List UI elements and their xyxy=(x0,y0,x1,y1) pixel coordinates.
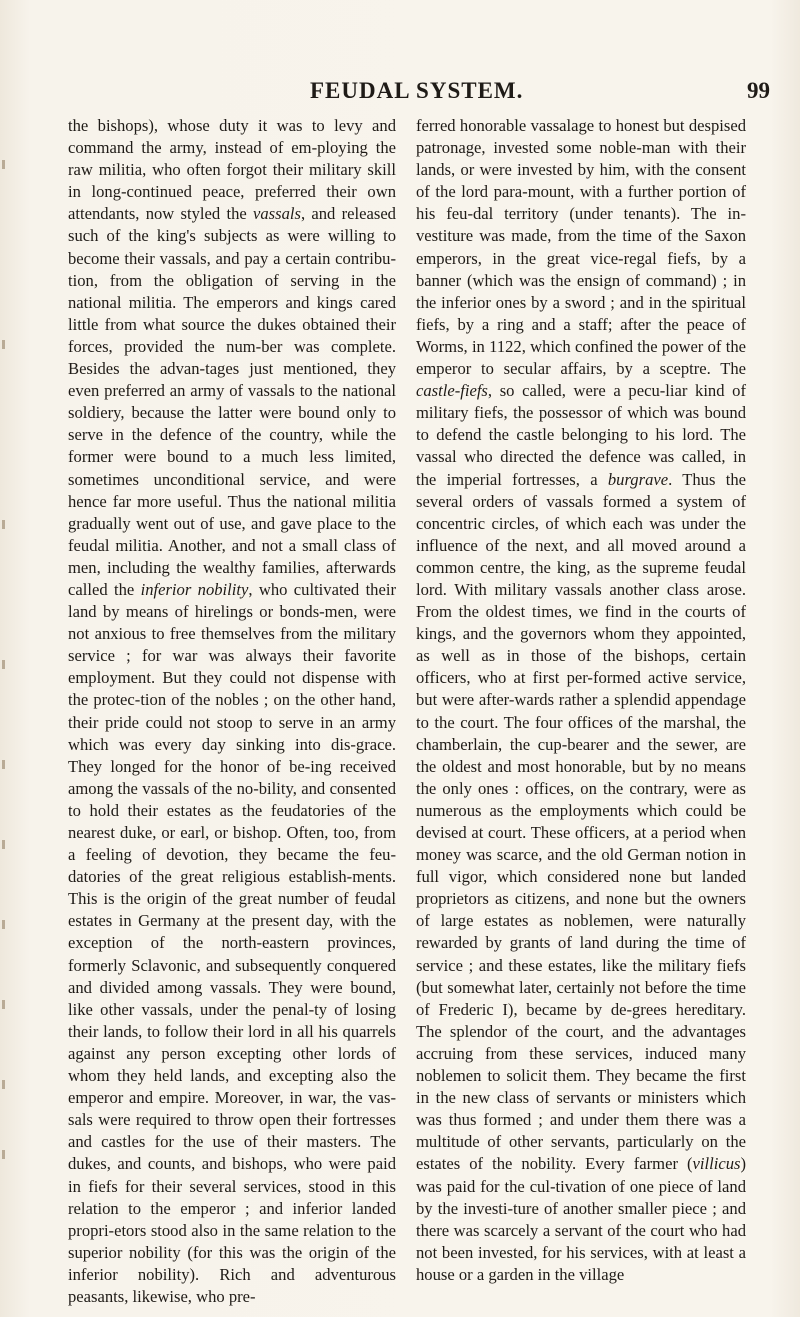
left-column-paragraph xyxy=(68,115,396,1308)
right-text-column xyxy=(416,115,746,1285)
right-italic-term-castle-fiefs: castle-fiefs xyxy=(416,381,488,401)
binding-edge-marks xyxy=(0,140,14,1240)
left-italic-term-inferior-nobility: inferior nobility xyxy=(140,579,249,599)
right-column-paragraph xyxy=(416,115,746,1286)
right-text-segment-3: . Thus the several orders of vassals formed a system of concentric circles, of which each was under the influence of the next, and all moved around a common centre, the king, as the supreme feudal lord. With military vassals another class arose. From the oldest times, we find in the courts of kings, and the governors whom they appointed, as well as in those of the bishops, certain officers, who at first per-formed active service, but were after-wards rather a splendid appendage to the court. The four offices of the marshal, the chamberlain, the cup-bearer and the sewer, are the oldest and most honorable, but by no means the only ones : offices, on the contrary, were as numerous as the employments which could be devised at court. These officers, at a period when money was scarce, and the old German notion in full vigor, which considered none but landed proprietors as citizens, and none but the owners of large estates as noblemen, were naturally rewarded by grants of land during the time of service ; and these estates, like the military fiefs (but somewhat later, certainly not before the time of Frederic I), became by de-grees hereditary. The splendor of the court, and the advantages accruing from these services, induced many noblemen to solicit them. They became the first in the new class of servants or ministers which was thus formed ; and under them there was a multitude of other servants, particularly on the estates of the nobility. Every farmer ( xyxy=(416,469,747,1174)
left-italic-term-vassals: vassals xyxy=(253,204,301,224)
running-title: FEUDAL SYSTEM. xyxy=(310,78,524,103)
page-number: 99 xyxy=(747,78,770,103)
left-text-segment-3: , who cultivated their land by means of hirelings or bonds-men, were not anxious to free themselves from the military service ; for war was always their favorite employment. But they could not dispense with the protec-tion of the nobles ; on the other hand, their pride could not stoop to serve in an army which was every day sinking into dis-grace. They longed for the honor of be-ing received among the vassals of the no-bility, and consented to hold their estates as the feudatories of the nearest duke, or earl, or bishop. Often, too, from a feeling of devotion, they became the feu-datories of the great religious establish-ments. This is the origin of the great number of feudal estates in Germany at the present day, with the exception of the north-eastern provinces, formerly Sclavonic, and subsequently conquered and divided among vassals. They were bound, like other vassals, under the penal-ty of losing their lands, to follow their lord in all his quarrels against any person excepting other lords of whom they held lands, and excepting also the emperor and empire. Moreover, in war, the vas-sals were required to throw open their fortresses and castles for the use of their masters. The dukes, and counts, and bishops, who were paid in fiefs for their several services, stood in this relation to the emperor ; and inferior landed propri-etors stood also in the same relation to the superior nobility (for this was the origin of the inferior nobility). Rich and adventurous peasants, likewise, who pre- xyxy=(68,579,396,1306)
left-text-column xyxy=(68,115,396,1306)
right-italic-term-burgrave: burgrave xyxy=(607,469,669,489)
right-text-segment-2: , so called, were a pecu-liar kind of military fiefs, the possessor of which was bound to defend the castle belonging to his lord. The vassal who directed the defence was called, in the imperial fortresses, a xyxy=(416,381,746,489)
right-text-segment-1: ferred honorable vassalage to honest but despised patronage, invested some noble-man with their lands, or were invested by him, with the consent of the lord para-mount, with a further portion of his feu-dal territory (under tenants). The in-vestiture was made, from the time of the Saxon emperors, in the great vice-regal fiefs, by a banner (which was the ensign of command) ; in the inferior ones by a sword ; and in the spiritual fiefs, by a ring and a staff; after the peace of Worms, in 1122, which confined the power of the emperor to secular affairs, by a sceptre. The xyxy=(416,116,746,379)
left-text-segment-1: the bishops), whose duty it was to levy and command the army, instead of em-ploying the raw militia, who often forgot their military skill in long-continued peace, preferred their own attendants, now styled the xyxy=(68,116,396,224)
right-text-segment-4: ) was paid for the cul-tivation of one piece of land by the investi-ture of another smaller piece ; and there was scarcely a servant of the court who had not been invested, for his services, with at least a house or a garden in the village xyxy=(416,1154,746,1284)
left-text-segment-2: , and released such of the king's subjects as were willing to become their vassals, and pay a certain contribu-tion, from the obligation of serving in the national militia. The emperors and kings cared little from what source the dukes obtained their forces, provided the num-ber was complete. Besides the advan-tages just mentioned, they even preferred an army of vassals to the national soldiery, because the latter were bound only to serve in the defence of the country, while the former were bound to a much less limited, sometimes unconditional service, and were hence far more useful. Thus the national militia gradually went out of use, and gave place to the feudal militia. Another, and not a small class of men, including the wealthy families, afterwards called the xyxy=(68,204,396,599)
right-italic-term-villicus: villicus xyxy=(692,1154,741,1174)
page-header xyxy=(300,78,770,108)
